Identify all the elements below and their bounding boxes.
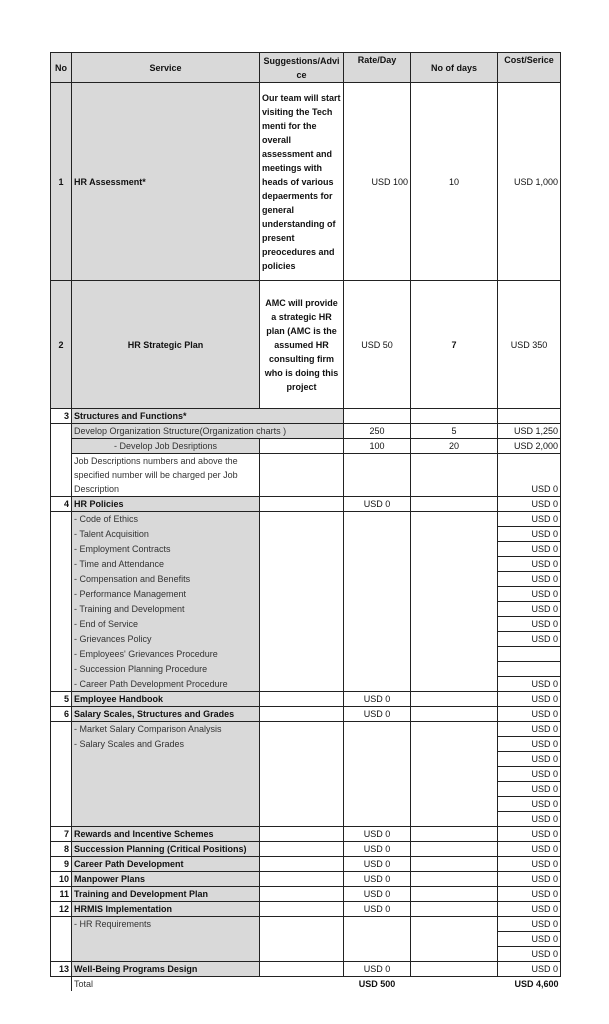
row-number: 3 [51,409,72,424]
header-service: Service [72,53,260,83]
table-row [51,692,561,707]
cost-value: USD 0 [498,677,561,692]
days-value: 7 [411,281,498,409]
policy-item: - Compensation and Benefits [72,572,260,587]
subservice-name: - Develop Job Desriptions [72,439,260,454]
header-rate: Rate/Day [344,53,411,83]
cost-value [498,662,561,677]
row-number: 1 [51,83,72,281]
days-value: 10 [411,83,498,281]
cost-value: USD 0 [498,932,561,947]
table-row [51,439,561,454]
cost-value: USD 0 [498,872,561,887]
service-name: HRMIS Implementation [72,902,260,917]
policy-item: - Employment Contracts [72,542,260,557]
cost-value: USD 0 [498,542,561,557]
row-number: 8 [51,842,72,857]
policy-item: - Training and Development [72,602,260,617]
cost-value: USD 0 [498,454,561,497]
policy-item: - Talent Acquisition [72,527,260,542]
cost-value: USD 0 [498,617,561,632]
service-name: Structures and Functions* [72,409,344,424]
row-number: 4 [51,497,72,512]
row-number: 6 [51,707,72,722]
cost-value: USD 0 [498,827,561,842]
service-name: Career Path Development [72,857,260,872]
header-cost: Cost/Serice [498,53,561,83]
service-name: Succession Planning (Critical Positions) [72,842,260,857]
cost-value: USD 0 [498,527,561,542]
table-row [51,281,561,409]
policy-item: - Succession Planning Procedure [72,662,260,677]
table-row [51,887,561,902]
header-days: No of days [411,53,498,83]
subservice-name: Job Descriptions numbers and above the specified number will be charged per Job Description [72,454,260,497]
header-row [51,53,561,83]
table-row [51,409,561,424]
hrmis-item: - HR Requirements [72,917,260,932]
row-number: 12 [51,902,72,917]
rate-value: USD 0 [344,497,411,512]
cost-value: USD 0 [498,752,561,767]
cost-value: USD 350 [498,281,561,409]
cost-value: USD 0 [498,812,561,827]
salary-item: - Market Salary Comparison Analysis [72,722,260,737]
cost-value: USD 0 [498,902,561,917]
total-row [51,977,561,992]
row-number: 7 [51,827,72,842]
policy-item: - End of Service [72,617,260,632]
cost-value: USD 0 [498,947,561,962]
cost-value: USD 0 [498,737,561,752]
rate-value: USD 0 [344,827,411,842]
cost-value: USD 0 [498,692,561,707]
suggestion-text: Our team will start visiting the Tech menti for the overall assessment and meetings with heads of various depaerments for general understanding of present preocedures and policies [260,83,344,281]
table-row [51,857,561,872]
rate-value: USD 0 [344,902,411,917]
policy-item: - Code of Ethics [72,512,260,527]
policy-item: - Career Path Development Procedure [72,677,260,692]
table-row [51,902,561,917]
policy-item: - Employees' Grievances Procedure [72,647,260,662]
total-cost: USD 4,600 [514,979,559,989]
cost-value: USD 0 [498,767,561,782]
rate-value: USD 0 [344,857,411,872]
table-row [51,83,561,281]
table-row [51,424,561,439]
salary-item: - Salary Scales and Grades [72,737,260,752]
table-row [51,707,561,722]
service-name: Manpower Plans [72,872,260,887]
service-name: HR Assessment* [72,83,260,281]
service-name: Employee Handbook [72,692,260,707]
cost-value: USD 0 [498,797,561,812]
service-name: Salary Scales, Structures and Grades [72,707,260,722]
cost-value: USD 1,250 [498,424,561,439]
total-rate: USD 500 [358,979,396,989]
table-row [51,497,561,512]
row-number: 2 [51,281,72,409]
service-name: HR Policies [72,497,260,512]
row-number: 9 [51,857,72,872]
cost-value: USD 0 [498,722,561,737]
rate-value: USD 0 [344,842,411,857]
rate-value: USD 0 [344,707,411,722]
rate-value: USD 100 [344,83,411,281]
row-number: 11 [51,887,72,902]
cost-value: USD 0 [498,917,561,932]
cost-value: USD 0 [498,602,561,617]
rate-value: USD 0 [344,887,411,902]
quotation-table [50,52,561,991]
rate-value: USD 0 [344,692,411,707]
cost-value: USD 0 [498,572,561,587]
policy-item: - Performance Management [72,587,260,602]
cost-value: USD 0 [498,587,561,602]
rate-value: USD 0 [344,962,411,977]
table-row [51,872,561,887]
total-label: Total [72,977,260,992]
days-value: 20 [411,439,498,454]
service-name: Well-Being Programs Design [72,962,260,977]
policy-item: - Grievances Policy [72,632,260,647]
suggestion-text: AMC will provide a strategic HR plan (AMC is the assumed HR consulting firm who is doing this project [260,281,344,409]
cost-value: USD 0 [498,707,561,722]
service-name: HR Strategic Plan [72,281,260,409]
cost-value: USD 1,000 [498,83,561,281]
row-number: 5 [51,692,72,707]
cost-value: USD 2,000 [498,439,561,454]
service-name: Training and Development Plan [72,887,260,902]
cost-value: USD 0 [498,512,561,527]
subservice-name: Develop Organization Structure(Organization charts ) [72,424,344,439]
cost-value: USD 0 [498,887,561,902]
table-row [51,827,561,842]
cost-value: USD 0 [498,497,561,512]
table-row [51,454,561,497]
cost-value: USD 0 [498,962,561,977]
days-value: 5 [411,424,498,439]
service-name: Rewards and Incentive Schemes [72,827,260,842]
cost-value: USD 0 [498,782,561,797]
rate-value: USD 50 [344,281,411,409]
row-number: 13 [51,962,72,977]
header-no: No [51,53,72,83]
cost-value: USD 0 [498,557,561,572]
cost-value: USD 0 [498,842,561,857]
table-row [51,962,561,977]
cost-value: USD 0 [498,632,561,647]
table-row [51,842,561,857]
header-suggestions: Suggestions/Advi ce [260,53,344,83]
cost-value [498,647,561,662]
cost-value: USD 0 [498,857,561,872]
row-number: 10 [51,872,72,887]
rate-value: 100 [344,439,411,454]
rate-value: USD 0 [344,872,411,887]
rate-value: 250 [344,424,411,439]
policy-item: - Time and Attendance [72,557,260,572]
